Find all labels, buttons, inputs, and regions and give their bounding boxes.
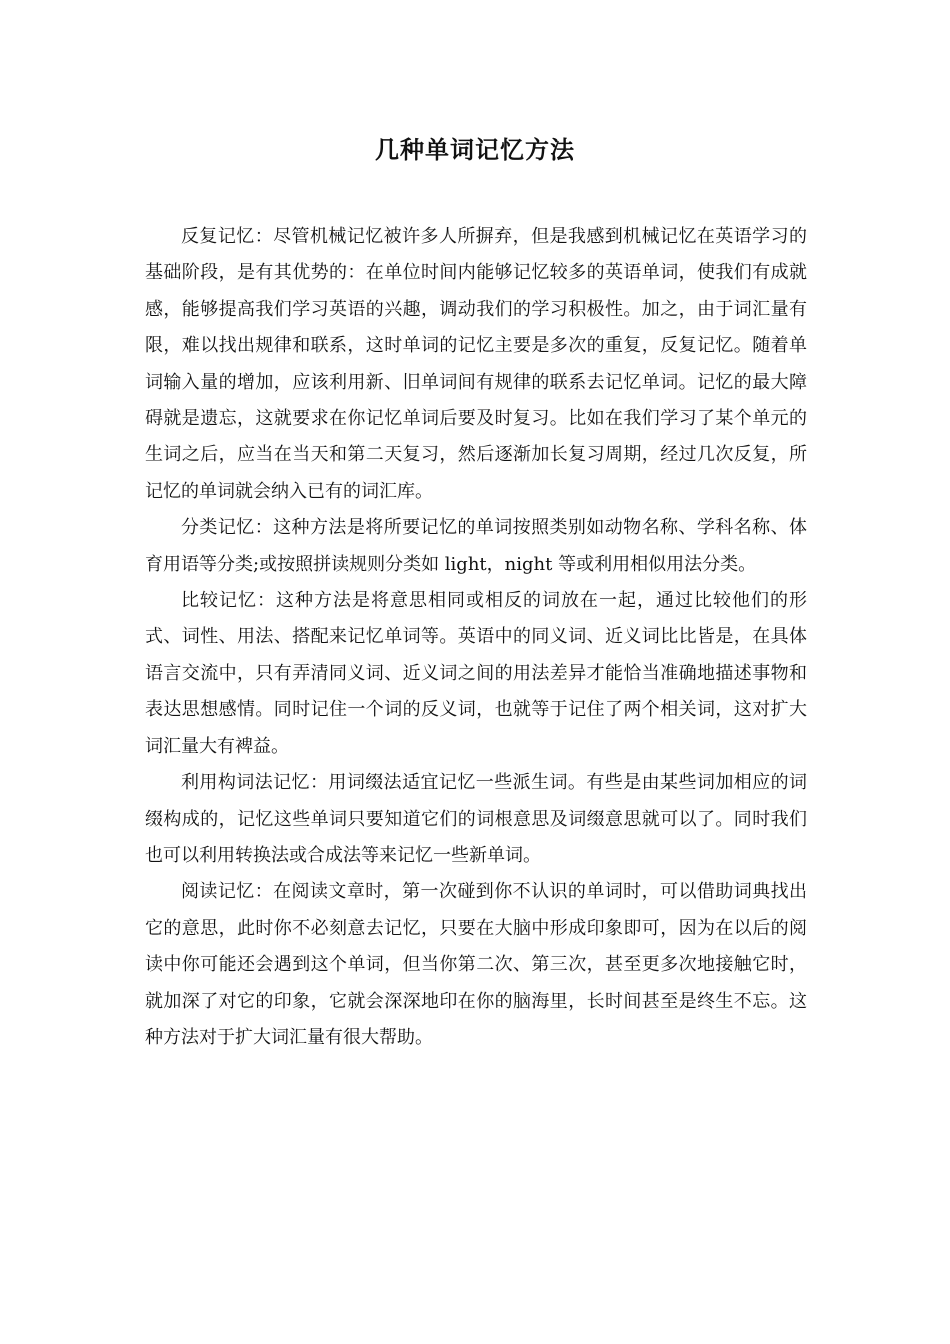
paragraph-category-memory [145,510,807,583]
paragraph-text: 这种方法是将意思相同或相反的词放在一起，通过比较他们的形式、词性、用法、搭配来记忆单词等。英语中的同义词、近义词比比皆是，在具体语言交流中，只有弄清同义词、近义词之间的用法差异才能恰当准确地描述事物和表达思想感情。同时记住一个词的反义词，也就等于记住了两个相关词，这对扩大词汇量大有裨益。 [145,590,807,757]
paragraph-heading: 反复记忆： [181,226,274,247]
paragraph-heading: 利用构词法记忆： [181,772,329,794]
paragraph-repetition-memory [145,219,807,510]
paragraph-text: 在阅读文章时，第一次碰到你不认识的单词时，可以借助词典找出它的意思，此时你不必刻意去记忆，只要在大脑中形成印象即可，因为在以后的阅读中你可能还会遇到这个单词，但当你第二次、第三次，甚至更多次地接触它时，就加深了对它的印象，它就会深深地印在你的脑海里，长时间甚至是终生不忘。这种方法对于扩大词汇量有很大帮助。 [145,881,808,1048]
paragraph-reading-memory [145,874,807,1056]
document-body [145,219,807,1056]
document-title: 几种单词记忆方法 [375,136,575,164]
paragraph-text: 用词缀法适宜记忆一些派生词。有些是由某些词加相应的词缀构成的，记忆这些单词只要知道它们的词根意思及词缀意思就可以了。同时我们也可以利用转换法或合成法等来记忆一些新单词。 [145,772,808,866]
paragraph-heading: 分类记忆： [181,517,274,539]
paragraph-heading: 阅读记忆： [181,881,274,903]
paragraph-word-formation-memory [145,765,807,874]
paragraph-text: 这种方法是将所要记忆的单词按照类别如动物名称、学科名称、体育用语等分类;或按照拼读规则分类如 light，night 等或利用相似用法分类。 [145,517,808,575]
paragraph-comparison-memory [145,583,807,765]
paragraph-heading: 比较记忆： [181,590,276,612]
paragraph-text: 尽管机械记忆被许多人所摒弃，但是我感到机械记忆在英语学习的基础阶段，是有其优势的：在单位时间内能够记忆较多的英语单词，使我们有成就感，能够提高我们学习英语的兴趣，调动我们的学习积极性。加之，由于词汇量有限，难以找出规律和联系，这时单词的记忆主要是多次的重复，反复记忆。随着单词输入量的增加，应该利用新、旧单词间有规律的联系去记忆单词。记忆的最大障碍就是遗忘，这就要求在你记忆单词后要及时复习。比如在我们学习了某个单元的生词之后，应当在当天和第二天复习，然后逐渐加长复习周期，经过几次反复，所记忆的单词就会纳入已有的词汇库。 [145,226,808,502]
